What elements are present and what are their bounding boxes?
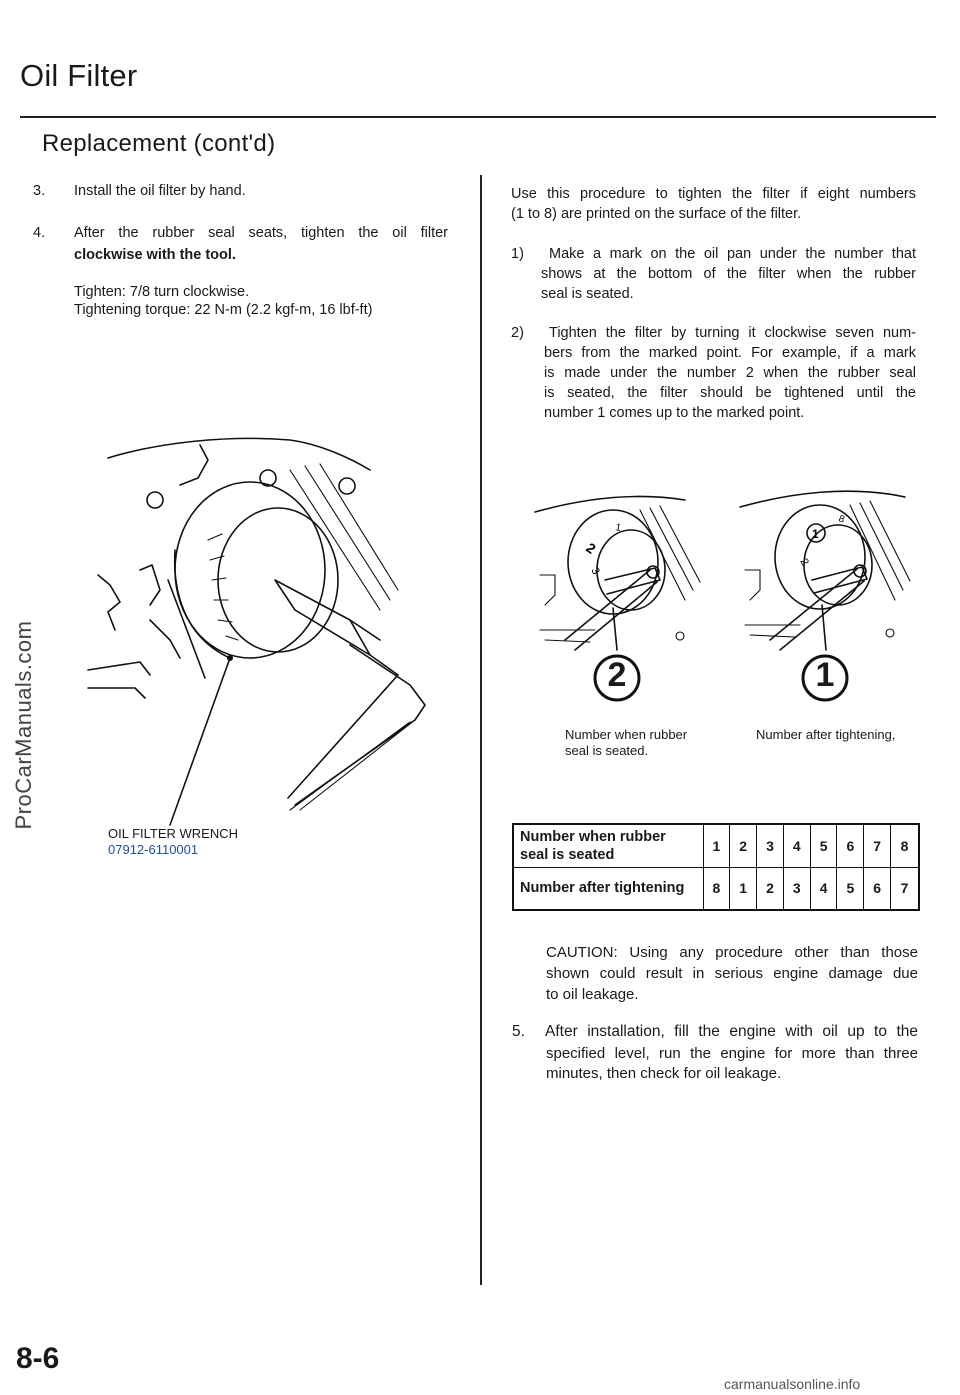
torque-spec: Tightening torque: 22 N-m (2.2 kgf-m, 16 lbf-ft) (74, 302, 373, 318)
table-row (513, 824, 919, 867)
table-cell: 3 (757, 824, 784, 867)
page-title: Oil Filter (20, 58, 138, 93)
table-cell: 8 (703, 867, 730, 910)
step-4-line-1: After the rubber seal seats, tighten the oil filter (74, 225, 448, 241)
sub-step-2-line-3: is made under the number 2 when the rubber seal (544, 365, 916, 381)
sub-step-2-line-4: is seated, the filter should be tightened until the (544, 385, 916, 401)
step-5-line-1: After installation, fill the engine with oil up to the (545, 1023, 918, 1040)
table-cell: 8 (891, 824, 919, 867)
wrench-part-number: 07912-6110001 (108, 842, 199, 857)
step-3-text: Install the oil filter by hand. (74, 183, 246, 199)
table-cell: 7 (891, 867, 919, 910)
table-cell: 1 (730, 867, 757, 910)
caption-seated-line-2: seal is seated. (565, 743, 649, 758)
caption-seated (565, 727, 687, 759)
footer-site: carmanualsonline.info (724, 1376, 861, 1392)
table-cell: 7 (864, 824, 891, 867)
sub-step-1-line-2: shows at the bottom of the filter when the rubber (541, 266, 916, 282)
big-number-tightened: 1 (815, 656, 835, 694)
page-number: 8-6 (16, 1342, 60, 1375)
caution-line-3: to oil leakage. (546, 986, 639, 1003)
section-subtitle: Replacement (cont'd) (42, 130, 276, 157)
table-row (513, 867, 919, 910)
sub-step-2-line-1: Tighten the filter by turning it clockwise seven num- (549, 325, 916, 341)
table-cell: 3 (783, 867, 810, 910)
column-divider (480, 175, 482, 1285)
row-label-seated (513, 824, 703, 867)
row-label-tightened: Number after tightening (513, 867, 703, 910)
sub-step-2-line-5: number 1 comes up to the marked point. (544, 405, 805, 421)
table-cell: 2 (730, 824, 757, 867)
sub-step-1-line-3: seal is seated. (541, 286, 634, 302)
table-cell: 5 (837, 867, 864, 910)
caution-line-2: shown could result in serious engine damage due (546, 965, 918, 982)
oil-filter-wrench-illustration (80, 430, 440, 830)
step-3-number: 3. (33, 183, 46, 199)
row-label-seated-line-1: Number when rubber (520, 828, 666, 845)
wrench-label: OIL FILTER WRENCH (108, 826, 239, 841)
wrench-callout (108, 826, 238, 858)
svg-text:8: 8 (836, 513, 846, 526)
number-table (512, 823, 920, 911)
tighten-spec: Tighten: 7/8 turn clockwise. (74, 284, 250, 300)
table-cell: 6 (864, 867, 891, 910)
sub-step-2-line-2: bers from the marked point. For example, if a mark (544, 345, 916, 361)
svg-text:2: 2 (797, 556, 811, 568)
svg-text:1: 1 (614, 522, 622, 534)
svg-text:3: 3 (588, 565, 602, 577)
table-cell: 4 (783, 824, 810, 867)
sub-step-1-number: 1) (511, 246, 524, 262)
table-cell: 1 (703, 824, 730, 867)
step-5-number: 5. (512, 1023, 525, 1040)
row-label-seated-line-2: seal is seated (520, 846, 615, 863)
title-rule (20, 116, 936, 118)
sub-step-1-line-1: Make a mark on the oil pan under the number that (549, 246, 916, 262)
watermark-text: ProCarManuals.com (11, 620, 36, 830)
step-4-number: 4. (33, 225, 46, 241)
step-5-line-2: specified level, run the engine for more than three (546, 1045, 918, 1062)
table-cell: 2 (757, 867, 784, 910)
caution-line-1: CAUTION: Using any procedure other than those (546, 944, 918, 961)
svg-text:2: 2 (583, 539, 599, 557)
step-4-line-2: clockwise with the tool. (74, 247, 236, 263)
svg-text:1: 1 (812, 527, 819, 541)
intro-line-1: Use this procedure to tighten the filter if eight numbers (511, 186, 916, 202)
big-number-seated: 2 (607, 656, 627, 694)
table-cell: 5 (810, 824, 837, 867)
intro-line-2: (1 to 8) are printed on the surface of the filter. (511, 206, 802, 222)
watermark (8, 578, 40, 878)
sub-step-2-number: 2) (511, 325, 524, 341)
table-cell: 4 (810, 867, 837, 910)
caption-seated-line-1: Number when rubber (565, 727, 688, 742)
table-cell: 6 (837, 824, 864, 867)
step-5-line-3: minutes, then check for oil leakage. (546, 1065, 782, 1082)
caption-tightened: Number after tightening, (756, 727, 896, 742)
